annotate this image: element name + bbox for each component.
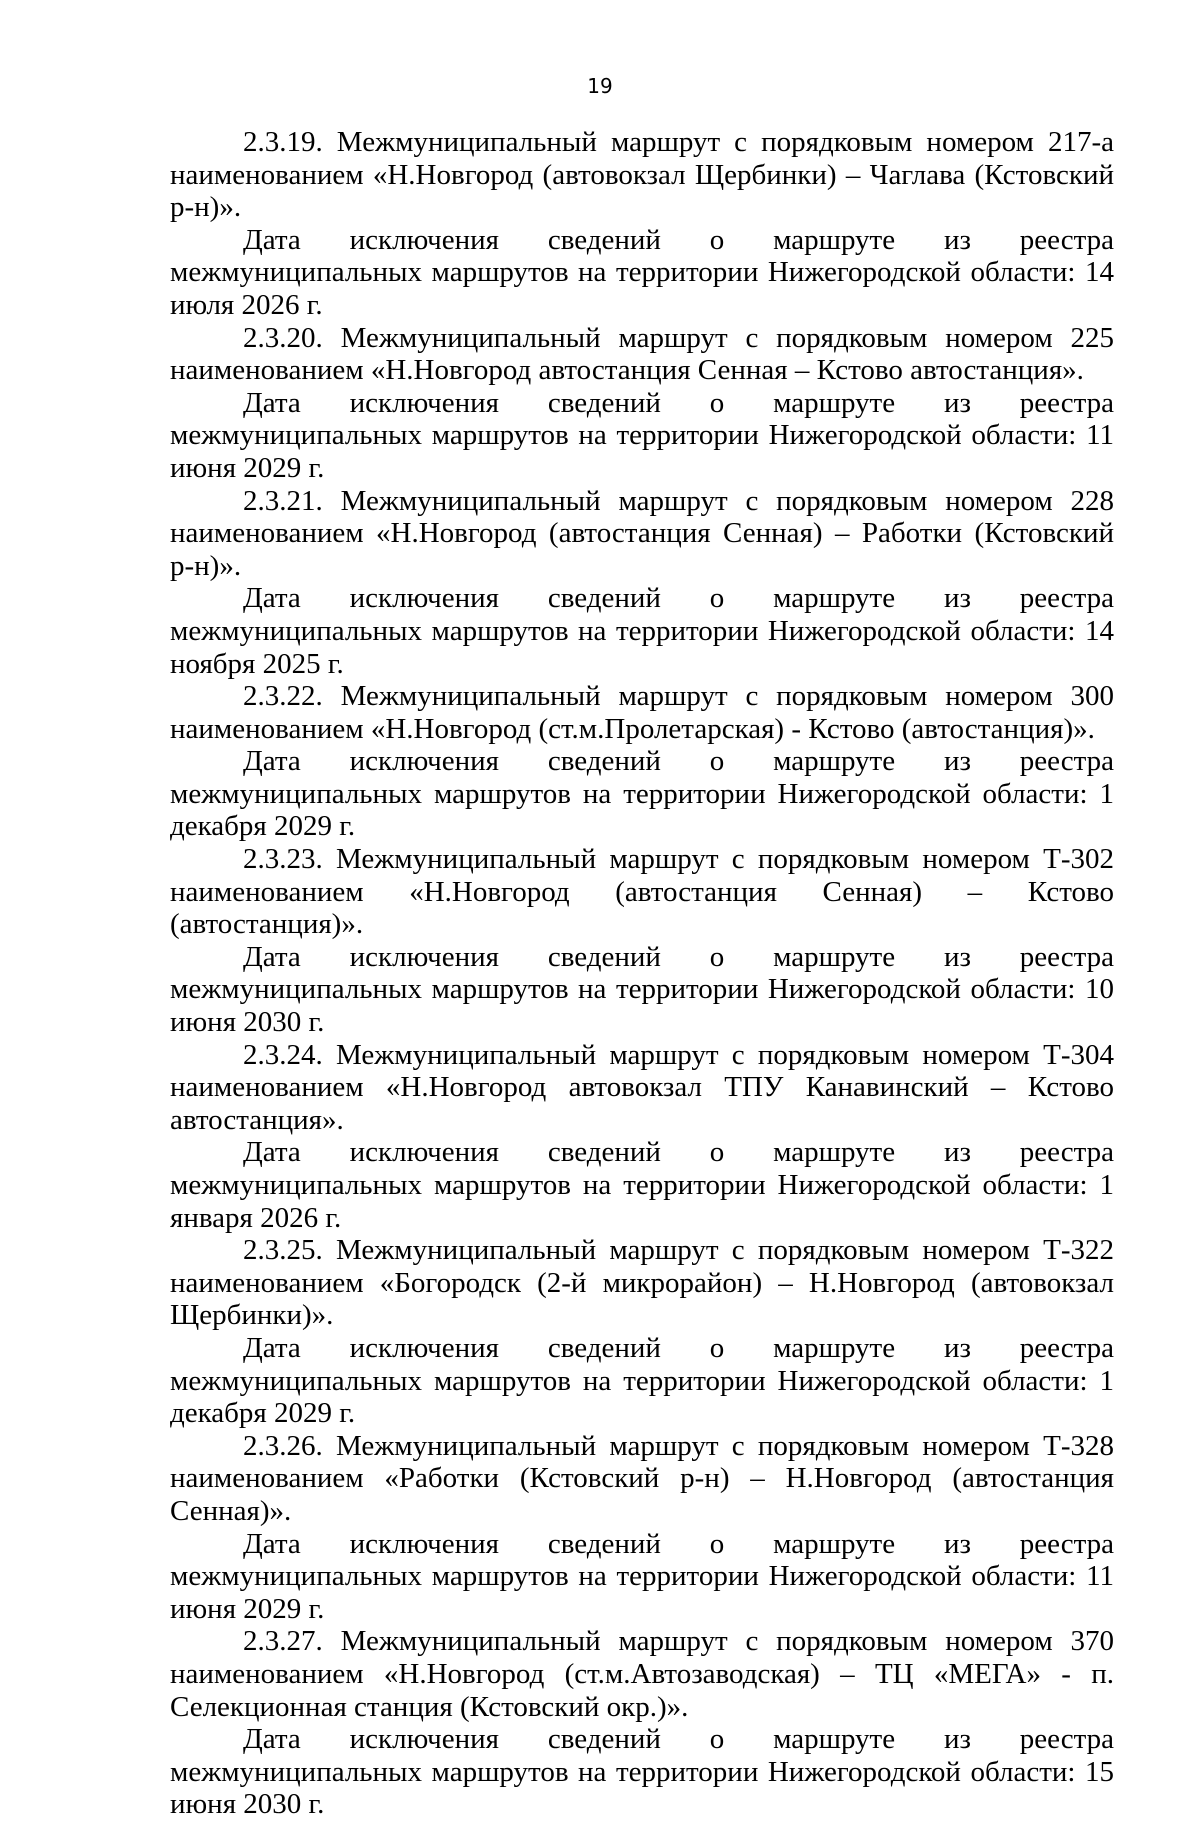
exclusion-date-paragraph: Дата исключения сведений о маршруте из реестра межмуниципальных маршрутов на территории Нижегородской области: 1 января 2026 г. — [170, 1136, 1114, 1234]
exclusion-date-paragraph: Дата исключения сведений о маршруте из реестра межмуниципальных маршрутов на территории Нижегородской области: 10 июня 2030 г. — [170, 940, 1114, 1039]
exclusion-date-paragraph: Дата исключения сведений о маршруте из реестра межмуниципальных маршрутов на территории Нижегородской области: 15 июня 2030 г. — [170, 1723, 1114, 1821]
route-paragraph: 2.3.21. Межмуниципальный маршрут с порядковым номером 228 наименованием «Н.Новгород (автостанция Сенная) – Работки (Кстовский р-н)». — [170, 484, 1114, 582]
exclusion-date-paragraph: Дата исключения сведений о маршруте из реестра межмуниципальных маршрутов на территории Нижегородской области: 1 декабря 2029 г. — [170, 1331, 1114, 1430]
route-paragraph: 2.3.25. Межмуниципальный маршрут с порядковым номером Т-322 наименованием «Богородск (2-й микрорайон) – Н.Новгород (автовокзал Щербинки)». — [170, 1234, 1114, 1332]
exclusion-date-paragraph: Дата исключения сведений о маршруте из реестра межмуниципальных маршрутов на территории Нижегородской области: 14 июля 2026 г. — [170, 223, 1114, 321]
exclusion-date-paragraph: Дата исключения сведений о маршруте из реестра межмуниципальных маршрутов на территории Нижегородской области: 11 июня 2029 г. — [170, 386, 1114, 484]
document-body — [170, 126, 1114, 1821]
exclusion-date-paragraph: Дата исключения сведений о маршруте из реестра межмуниципальных маршрутов на территории Нижегородской области: 1 декабря 2029 г. — [170, 745, 1114, 843]
route-paragraph: 2.3.20. Межмуниципальный маршрут с порядковым номером 225 наименованием «Н.Новгород автостанция Сенная – Кстово автостанция». — [170, 321, 1114, 387]
route-paragraph: 2.3.22. Межмуниципальный маршрут с порядковым номером 300 наименованием «Н.Новгород (ст.м.Пролетарская) - Кстово (автостанция)». — [170, 680, 1114, 745]
exclusion-date-paragraph: Дата исключения сведений о маршруте из реестра межмуниципальных маршрутов на территории Нижегородской области: 11 июня 2029 г. — [170, 1527, 1114, 1625]
route-paragraph: 2.3.26. Межмуниципальный маршрут с порядковым номером Т-328 наименованием «Работки (Кстовский р-н) – Н.Новгород (автостанция Сенная)». — [170, 1429, 1114, 1527]
route-paragraph: 2.3.19. Межмуниципальный маршрут с порядковым номером 217-а наименованием «Н.Новгород (автовокзал Щербинки) – Чаглава (Кстовский р-н)». — [170, 126, 1114, 224]
exclusion-date-paragraph: Дата исключения сведений о маршруте из реестра межмуниципальных маршрутов на территории Нижегородской области: 14 ноября 2025 г. — [170, 582, 1114, 680]
route-paragraph: 2.3.23. Межмуниципальный маршрут с порядковым номером Т-302 наименованием «Н.Новгород (автостанция Сенная) – Кстово (автостанция)». — [170, 843, 1114, 941]
route-paragraph: 2.3.27. Межмуниципальный маршрут с порядковым номером 370 наименованием «Н.Новгород (ст.м.Автозаводская) – ТЦ «МЕГА» - п. Селекционная станция (Кстовский окр.)». — [170, 1625, 1114, 1723]
route-paragraph: 2.3.24. Межмуниципальный маршрут с порядковым номером Т-304 наименованием «Н.Новгород автовокзал ТПУ Канавинский – Кстово автостанция». — [170, 1038, 1114, 1136]
page-number: 19 — [587, 74, 613, 98]
